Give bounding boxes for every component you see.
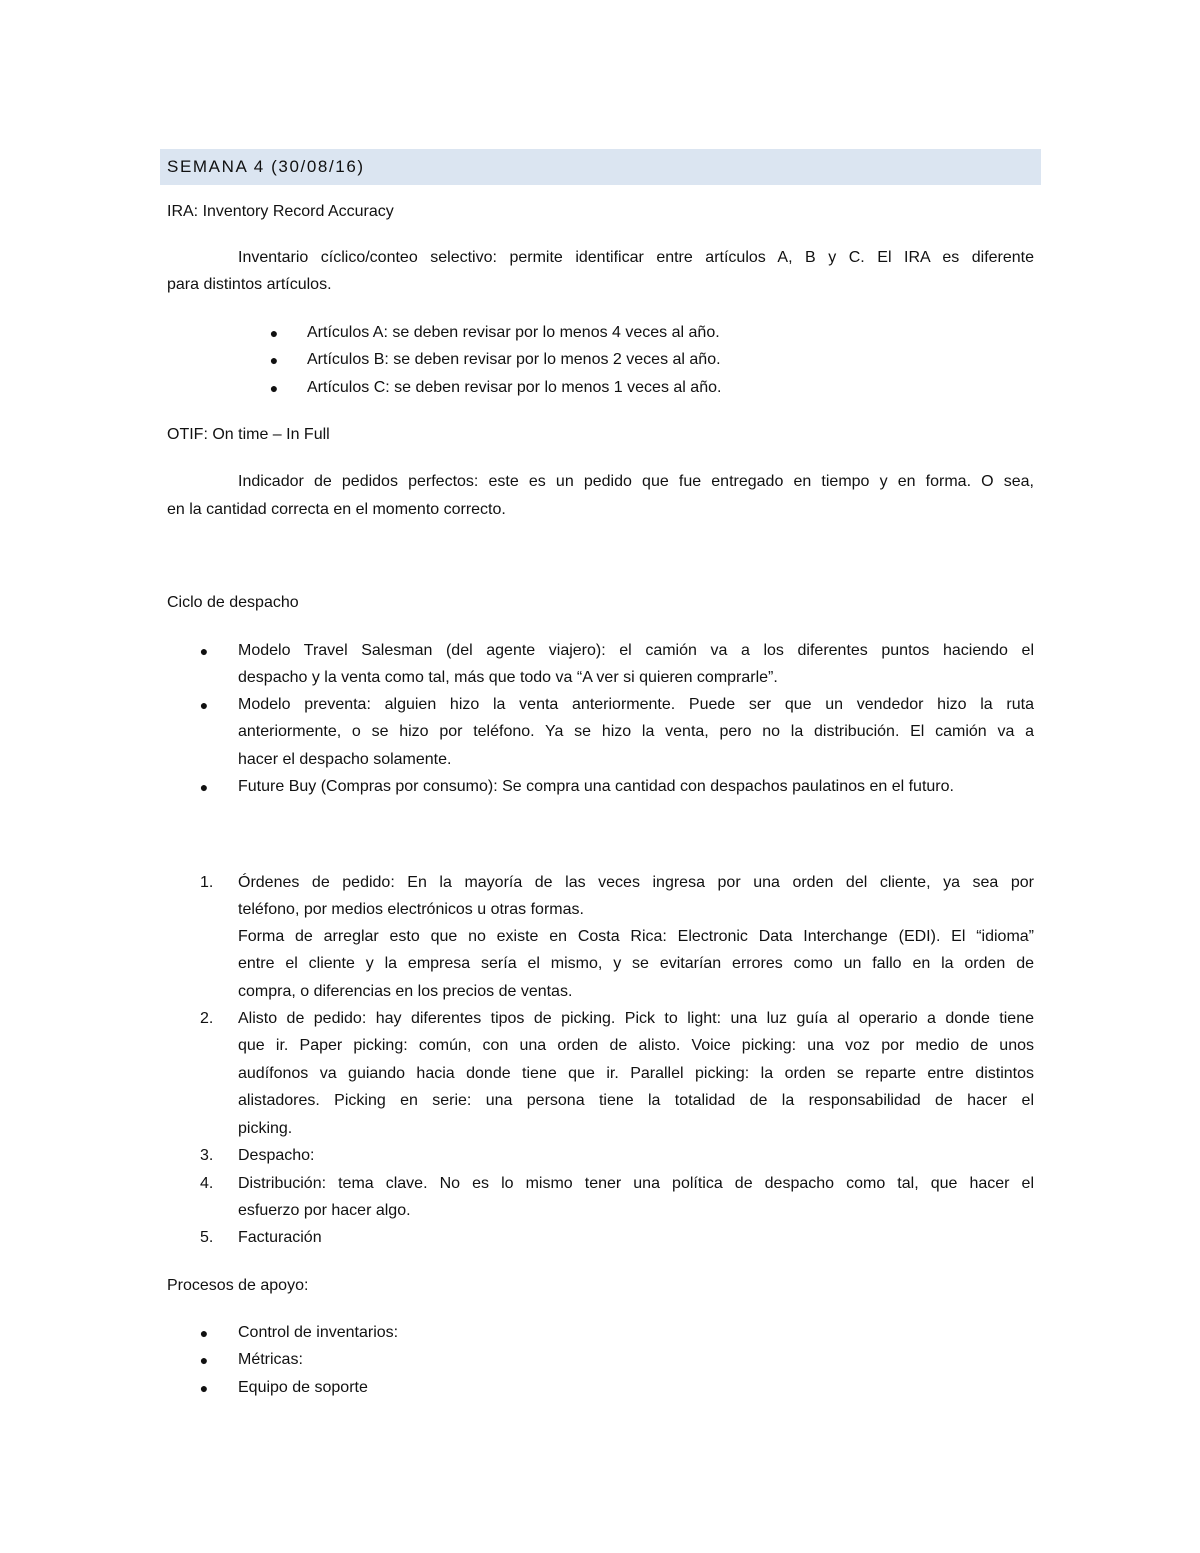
ciclo-bullet-3-line-1: Future Buy (Compras por consumo): Se compra una cantidad con despachos paulatinos en el futuro. bbox=[238, 778, 954, 795]
bullet-icon: ● bbox=[199, 643, 209, 659]
bullet-icon: ● bbox=[199, 779, 209, 795]
step-2-line-3: audífonos va guiando hacia donde tiene que ir. Parallel picking: la orden se reparte entre distintos bbox=[238, 1065, 1034, 1082]
ira-bullet-a: Artículos A: se deben revisar por lo menos 4 veces al año. bbox=[307, 324, 720, 341]
ciclo-bullet-2-line-1: Modelo preventa: alguien hizo la venta anteriormente. Puede ser que un vendedor hizo la ruta bbox=[238, 696, 1034, 713]
ira-paragraph-line-2: para distintos artículos. bbox=[167, 276, 332, 293]
ira-bullet-c: Artículos C: se deben revisar por lo menos 1 veces al año. bbox=[307, 379, 722, 396]
bullet-icon: ● bbox=[199, 1352, 209, 1368]
step-2-line-5: picking. bbox=[238, 1120, 293, 1137]
step-1-line-5: compra, o diferencias en los precios de ventas. bbox=[238, 983, 573, 1000]
bullet-icon: ● bbox=[269, 325, 279, 341]
step-number: 2. bbox=[200, 1010, 214, 1027]
step-1-line-4: entre el cliente y la empresa sería el mismo, y se evitarían errores como un fallo en la orden de bbox=[238, 955, 1034, 972]
step-5-line-1: Facturación bbox=[238, 1229, 322, 1246]
page-title: SEMANA 4 (30/08/16) bbox=[167, 157, 365, 176]
step-number: 3. bbox=[200, 1147, 214, 1164]
step-3-line-1: Despacho: bbox=[238, 1147, 315, 1164]
bullet-icon: ● bbox=[269, 352, 279, 368]
step-1-line-3: Forma de arreglar esto que no existe en Costa Rica: Electronic Data Interchange (EDI). El “idioma” bbox=[238, 928, 1034, 945]
step-1-line-1: Órdenes de pedido: En la mayoría de las veces ingresa por una orden del cliente, ya sea por bbox=[238, 874, 1034, 891]
step-4-line-2: esfuerzo por hacer algo. bbox=[238, 1202, 411, 1219]
ira-paragraph-line-1: Inventario cíclico/conteo selectivo: permite identificar entre artículos A, B y C. El IRA es diferente bbox=[238, 249, 1034, 266]
bullet-icon: ● bbox=[199, 1380, 209, 1396]
ira-bullet-b: Artículos B: se deben revisar por lo menos 2 veces al año. bbox=[307, 351, 721, 368]
ciclo-title: Ciclo de despacho bbox=[167, 594, 299, 611]
otif-paragraph-line-2: en la cantidad correcta en el momento correcto. bbox=[167, 501, 506, 518]
otif-title: OTIF: On time – In Full bbox=[167, 426, 330, 443]
step-number: 4. bbox=[200, 1175, 214, 1192]
ira-title: IRA: Inventory Record Accuracy bbox=[167, 203, 394, 220]
step-2-line-2: que ir. Paper picking: común, con una orden de alisto. Voice picking: una voz por medio de unos bbox=[238, 1037, 1034, 1054]
ciclo-bullet-2-line-3: hacer el despacho solamente. bbox=[238, 751, 452, 768]
ciclo-bullet-1-line-2: despacho y la venta como tal, más que todo va “A ver si quieren comprarle”. bbox=[238, 669, 778, 686]
ciclo-bullet-2-line-2: anteriormente, o se hizo por teléfono. Ya se hizo la venta, pero no la distribución. El camión va a bbox=[238, 723, 1034, 740]
ciclo-bullet-1-line-1: Modelo Travel Salesman (del agente viajero): el camión va a los diferentes puntos haciendo el bbox=[238, 642, 1034, 659]
step-2-line-1: Alisto de pedido: hay diferentes tipos de picking. Pick to light: una luz guía al operario a donde tiene bbox=[238, 1010, 1034, 1027]
step-2-line-4: alistadores. Picking en serie: una persona tiene la totalidad de la responsabilidad de hacer el bbox=[238, 1092, 1034, 1109]
apoyo-bullet-1: Control de inventarios: bbox=[238, 1324, 399, 1341]
step-number: 1. bbox=[200, 874, 214, 891]
step-1-line-2: teléfono, por medios electrónicos u otras formas. bbox=[238, 901, 584, 918]
apoyo-bullet-2: Métricas: bbox=[238, 1351, 303, 1368]
otif-paragraph-line-1: Indicador de pedidos perfectos: este es un pedido que fue entregado en tiempo y en forma. O sea, bbox=[238, 473, 1034, 490]
bullet-icon: ● bbox=[199, 697, 209, 713]
step-4-line-1: Distribución: tema clave. No es lo mismo tener una política de despacho como tal, que hacer el bbox=[238, 1175, 1034, 1192]
bullet-icon: ● bbox=[269, 380, 279, 396]
bullet-icon: ● bbox=[199, 1325, 209, 1341]
step-number: 5. bbox=[200, 1229, 214, 1246]
apoyo-title: Procesos de apoyo: bbox=[167, 1277, 309, 1294]
apoyo-bullet-3: Equipo de soporte bbox=[238, 1379, 368, 1396]
